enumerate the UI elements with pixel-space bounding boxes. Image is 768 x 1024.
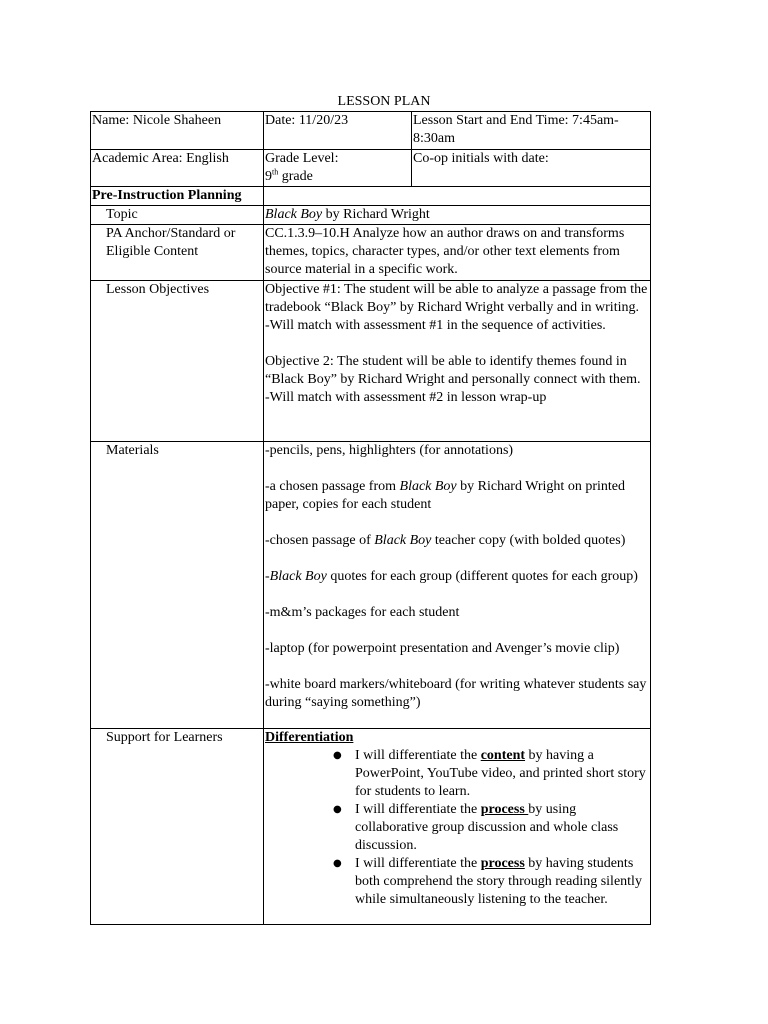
support-row <box>91 729 651 925</box>
differentiation-heading: Differentiation <box>265 730 354 745</box>
material-text: -a chosen passage from <box>265 479 400 494</box>
objectives-label: Lesson Objectives <box>91 281 264 442</box>
coop-cell: Co-op initials with date: <box>412 150 651 187</box>
material-item <box>265 532 650 550</box>
bullet-text: I will differentiate the <box>355 856 481 871</box>
bullet-icon: ● <box>333 858 342 869</box>
header-row-1 <box>91 112 651 150</box>
material-item: -white board markers/whiteboard (for writing whatever students say during “saying something”) <box>265 677 647 710</box>
date-cell: Date: 11/20/23 <box>264 112 412 150</box>
bullet-text: by using collaborative group discussion and whole class discussion. <box>355 802 619 853</box>
bullet-keyword: content <box>480 748 526 763</box>
academic-area-cell: Academic Area: English <box>91 150 264 187</box>
objectives-cell <box>264 281 651 442</box>
objective-1-match: -Will match with assessment #1 in the sequence of activities. <box>265 318 606 333</box>
section-row <box>91 187 651 206</box>
grade-word: grade <box>278 169 313 184</box>
time-cell: Lesson Start and End Time: 7:45am-8:30am <box>412 112 651 150</box>
material-item: -m&m’s packages for each student <box>265 605 460 620</box>
section-heading: Pre-Instruction Planning <box>91 187 264 206</box>
bullet-keyword: process <box>480 856 525 871</box>
bullet-keyword: process <box>480 802 529 817</box>
topic-author: by Richard Wright <box>322 207 430 222</box>
material-book-title: Black Boy <box>374 533 432 548</box>
material-book-title: Black Boy <box>399 479 457 494</box>
materials-cell <box>264 442 651 729</box>
topic-row <box>91 206 651 225</box>
differentiation-list <box>265 747 650 909</box>
topic-book-title: Black Boy <box>265 207 323 222</box>
material-text: - <box>265 569 270 584</box>
standard-label: PA Anchor/Standard or Eligible Content <box>91 225 264 281</box>
list-item <box>333 855 650 909</box>
material-item: -pencils, pens, highlighters (for annotations) <box>265 443 514 458</box>
material-item: -laptop (for powerpoint presentation and Avenger’s movie clip) <box>265 641 620 656</box>
objective-2-match: -Will match with assessment #2 in lesson wrap-up <box>265 390 547 405</box>
material-text: -chosen passage of <box>265 533 375 548</box>
bullet-text: by having a PowerPoint, YouTube video, and printed short story for students to learn. <box>355 748 646 799</box>
bullet-icon: ● <box>333 750 342 761</box>
topic-label: Topic <box>91 206 264 225</box>
list-item <box>333 747 650 801</box>
standard-text: CC.1.3.9–10.H Analyze how an author draws on and transforms themes, topics, character types, and/or other text elements from source material in a specific work. <box>264 225 651 281</box>
material-item <box>265 568 650 586</box>
objective-2: Objective 2: The student will be able to identify themes found in “Black Boy” by Richard Wright and personally connect with them. <box>265 354 641 387</box>
grade-number: 9 <box>265 169 272 184</box>
support-cell <box>264 729 651 925</box>
objectives-row <box>91 281 651 442</box>
page-title: LESSON PLAN <box>337 94 431 109</box>
materials-label: Materials <box>91 442 264 729</box>
objective-1: Objective #1: The student will be able to analyze a passage from the tradebook “Black Boy” by Richard Wright verbally and in writing. <box>265 282 648 315</box>
material-book-title: Black Boy <box>269 569 327 584</box>
bullet-icon: ● <box>333 804 342 815</box>
material-item <box>265 478 650 514</box>
bullet-text: by having students both comprehend the story through reading silently while simultaneously listening to the teacher. <box>355 856 642 907</box>
list-item <box>333 801 650 855</box>
header-row-2 <box>91 150 651 187</box>
grade-level-cell <box>264 150 412 187</box>
grade-label: Grade Level: <box>265 151 339 166</box>
materials-row <box>91 442 651 729</box>
grade-suffix: th <box>272 167 279 177</box>
material-text: by Richard Wright on printed paper, copies for each student <box>265 479 625 512</box>
name-cell: Name: Nicole Shaheen <box>91 112 264 150</box>
topic-value <box>264 206 651 225</box>
bullet-text: I will differentiate the <box>355 748 481 763</box>
lesson-plan-table <box>90 111 651 925</box>
material-text: quotes for each group (different quotes for each group) <box>326 569 638 584</box>
bullet-text: I will differentiate the <box>355 802 481 817</box>
section-blank-cell <box>264 187 651 206</box>
standard-row <box>91 225 651 281</box>
material-text: teacher copy (with bolded quotes) <box>431 533 626 548</box>
support-label: Support for Learners <box>91 729 264 925</box>
